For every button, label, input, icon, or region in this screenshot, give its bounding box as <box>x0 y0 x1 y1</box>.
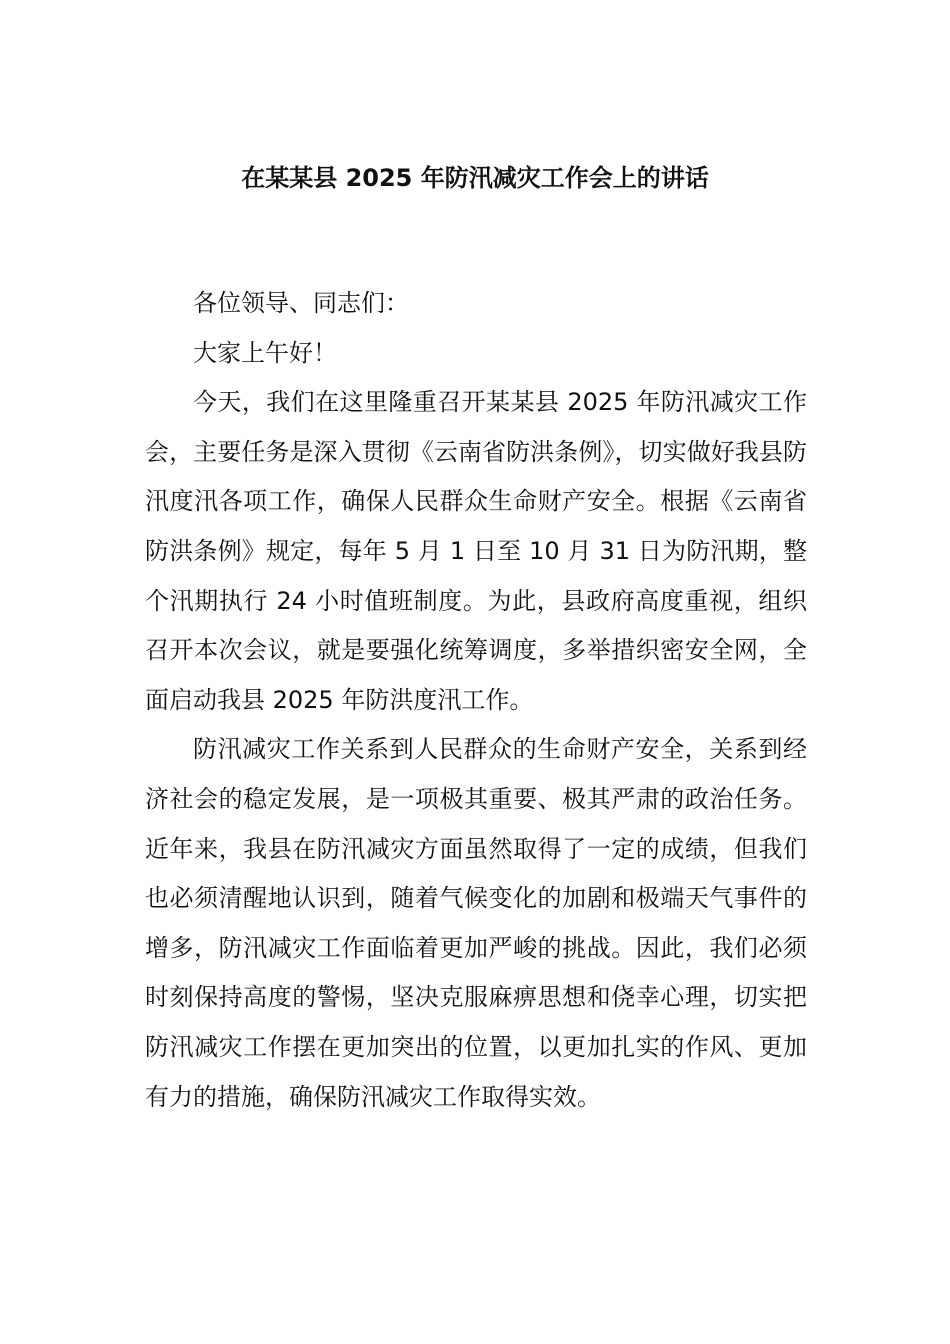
body-paragraph-1: 今天，我们在这里隆重召开某某县 2025 年防汛减灾工作会，主要任务是深入贯彻《云南省防洪条例》，切实做好我县防汛度汛各项工作，确保人民群众生命财产安全。根据《云南省防洪条例》规定，每年 5 月 1 日至 10 月 31 日为防汛期，整个汛期执行 24 小时值班制度。为此，县政府高度重视，组织召开本次会议，就是要强化统筹调度，多举措织密安全网，全面启动我县 2025 年防洪度汛工作。 <box>145 388 807 714</box>
body-paragraph-2: 防汛减灾工作关系到人民群众的生命财产安全，关系到经济社会的稳定发展，是一项极其重要、极其严肃的政治任务。近年来，我县在防汛减灾方面虽然取得了一定的成绩，但我们也必须清醒地认识到，随着气候变化的加剧和极端天气事件的增多，防汛减灾工作面临着更加严峻的挑战。因此，我们必须时刻保持高度的警惕，坚决克服麻痹思想和侥幸心理，切实把防汛减灾工作摆在更加突出的位置，以更加扎实的作风、更加有力的措施，确保防汛减灾工作取得实效。 <box>145 735 807 1111</box>
document-body <box>145 279 807 1122</box>
document-title: 在某某县 2025 年防汛减灾工作会上的讲话 <box>241 164 709 192</box>
salutation-paragraph: 各位领导、同志们： <box>193 289 409 317</box>
greeting-paragraph: 大家上午好！ <box>193 338 337 367</box>
